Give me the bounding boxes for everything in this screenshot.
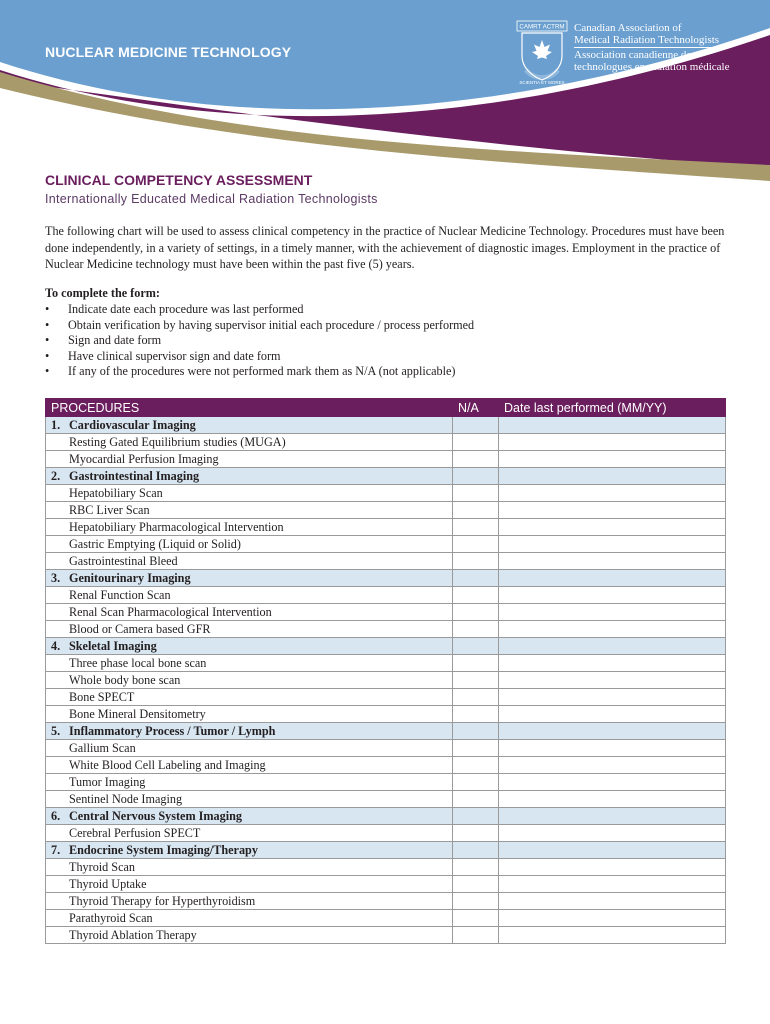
procedure-cell xyxy=(46,604,453,621)
maple-leaf-icon xyxy=(532,40,552,59)
instructions-list xyxy=(45,302,474,380)
date-cell[interactable] xyxy=(499,910,726,927)
date-cell[interactable] xyxy=(499,638,726,655)
program-title: NUCLEAR MEDICINE TECHNOLOGY xyxy=(45,44,292,60)
procedure-row xyxy=(46,740,726,757)
na-cell[interactable] xyxy=(453,842,499,859)
category-row xyxy=(46,417,726,434)
procedure-cell xyxy=(46,774,453,791)
procedure-cell xyxy=(46,893,453,910)
procedure-row xyxy=(46,519,726,536)
category-number: 5. xyxy=(51,724,61,738)
na-cell[interactable] xyxy=(453,757,499,774)
procedure-cell xyxy=(46,519,453,536)
logo-motto: SCIENTIA ET MORES xyxy=(519,80,565,85)
procedure-cell xyxy=(46,587,453,604)
camrt-crest-logo xyxy=(516,20,568,86)
procedure-row xyxy=(46,434,726,451)
procedure-cell xyxy=(46,825,453,842)
category-row xyxy=(46,723,726,740)
procedure-row xyxy=(46,502,726,519)
procedure-row xyxy=(46,451,726,468)
procedure-row xyxy=(46,536,726,553)
date-cell[interactable] xyxy=(499,808,726,825)
date-cell[interactable] xyxy=(499,706,726,723)
procedure-row xyxy=(46,910,726,927)
org-name-en-line1: Canadian Association of xyxy=(574,22,682,34)
procedure-label: Myocardial Perfusion Imaging xyxy=(69,452,219,466)
procedures-table xyxy=(45,398,726,944)
document-subtitle: Internationally Educated Medical Radiation Technologists xyxy=(45,192,378,206)
organization-name xyxy=(574,22,729,73)
category-number: 2. xyxy=(51,469,61,483)
org-name-fr-line1: Association canadienne des xyxy=(574,49,696,61)
procedure-row xyxy=(46,706,726,723)
procedure-label: Thyroid Therapy for Hyperthyroidism xyxy=(69,894,256,908)
na-cell[interactable] xyxy=(453,434,499,451)
procedure-cell xyxy=(46,672,453,689)
na-cell[interactable] xyxy=(453,689,499,706)
procedures-table-body xyxy=(46,417,726,944)
date-cell[interactable] xyxy=(499,927,726,944)
category-row xyxy=(46,638,726,655)
procedure-label: Sentinel Node Imaging xyxy=(69,792,183,806)
na-cell[interactable] xyxy=(453,536,499,553)
procedure-cell xyxy=(46,910,453,927)
procedure-label: Bone Mineral Densitometry xyxy=(69,707,206,721)
category-cell xyxy=(46,842,453,859)
date-cell[interactable] xyxy=(499,774,726,791)
date-cell[interactable] xyxy=(499,655,726,672)
procedure-label: Whole body bone scan xyxy=(69,673,181,687)
procedure-label: Blood or Camera based GFR xyxy=(69,622,211,636)
procedure-label: Gallium Scan xyxy=(69,741,136,755)
procedure-row xyxy=(46,553,726,570)
procedure-label: Hepatobiliary Pharmacological Intervention xyxy=(69,520,284,534)
na-cell[interactable] xyxy=(453,893,499,910)
date-cell[interactable] xyxy=(499,672,726,689)
date-cell[interactable] xyxy=(499,723,726,740)
procedure-row xyxy=(46,927,726,944)
procedure-row xyxy=(46,587,726,604)
procedures-column-header: PROCEDURES xyxy=(46,399,453,417)
date-cell[interactable] xyxy=(499,502,726,519)
na-cell[interactable] xyxy=(453,672,499,689)
na-cell[interactable] xyxy=(453,910,499,927)
na-cell[interactable] xyxy=(453,570,499,587)
procedure-cell xyxy=(46,434,453,451)
instruction-item: • Sign and date form xyxy=(45,333,474,349)
procedure-label: Gastric Emptying (Liquid or Solid) xyxy=(69,537,241,551)
procedure-cell xyxy=(46,706,453,723)
procedure-row xyxy=(46,791,726,808)
na-cell[interactable] xyxy=(453,791,499,808)
instructions-heading: To complete the form: xyxy=(45,286,160,300)
logo-acronym: CAMRT ACTRM xyxy=(519,23,565,31)
procedure-label: Resting Gated Equilibrium studies (MUGA) xyxy=(69,435,286,449)
na-cell[interactable] xyxy=(453,825,499,842)
na-cell[interactable] xyxy=(453,502,499,519)
date-cell[interactable] xyxy=(499,791,726,808)
procedure-cell xyxy=(46,876,453,893)
procedure-cell xyxy=(46,859,453,876)
procedure-row xyxy=(46,757,726,774)
procedure-cell xyxy=(46,485,453,502)
date-cell[interactable] xyxy=(499,842,726,859)
category-number: 6. xyxy=(51,809,61,823)
date-cell[interactable] xyxy=(499,468,726,485)
category-label: Inflammatory Process / Tumor / Lymph xyxy=(69,724,276,738)
na-column-header: N/A xyxy=(453,399,499,417)
intro-paragraph: The following chart will be used to assess clinical competency in the practice of Nuclear Medicine Technology. Procedures must have been done independently, in a variety of settings, in a timely manner, with the achievement of diagnostic images. Employment in the practice of Nuclear Medicine technology must have been within the past five (5) years. xyxy=(45,224,725,271)
na-cell[interactable] xyxy=(453,859,499,876)
na-cell[interactable] xyxy=(453,655,499,672)
na-cell[interactable] xyxy=(453,604,499,621)
na-cell[interactable] xyxy=(453,417,499,434)
date-cell[interactable] xyxy=(499,536,726,553)
procedure-row xyxy=(46,485,726,502)
date-cell[interactable] xyxy=(499,859,726,876)
na-cell[interactable] xyxy=(453,587,499,604)
procedure-row xyxy=(46,604,726,621)
procedure-label: Hepatobiliary Scan xyxy=(69,486,163,500)
procedure-cell xyxy=(46,536,453,553)
category-label: Endocrine System Imaging/Therapy xyxy=(69,843,258,857)
procedure-label: Bone SPECT xyxy=(69,690,135,704)
category-cell xyxy=(46,468,453,485)
category-row xyxy=(46,842,726,859)
na-cell[interactable] xyxy=(453,468,499,485)
date-cell[interactable] xyxy=(499,621,726,638)
procedure-label: Thyroid Uptake xyxy=(69,877,147,891)
procedure-label: Parathyroid Scan xyxy=(69,911,153,925)
org-name-en-line2: Medical Radiation Technologists xyxy=(574,34,720,46)
procedure-label: RBC Liver Scan xyxy=(69,503,150,517)
date-cell[interactable] xyxy=(499,417,726,434)
na-cell[interactable] xyxy=(453,485,499,502)
procedure-row xyxy=(46,621,726,638)
na-cell[interactable] xyxy=(453,876,499,893)
procedure-cell xyxy=(46,655,453,672)
procedure-cell xyxy=(46,689,453,706)
instruction-item: • Have clinical supervisor sign and date form xyxy=(45,349,474,365)
category-cell xyxy=(46,638,453,655)
procedure-label: Tumor Imaging xyxy=(69,775,146,789)
date-cell[interactable] xyxy=(499,757,726,774)
instruction-item: • Obtain verification by having supervisor initial each procedure / process performed xyxy=(45,318,474,334)
procedure-label: Gastrointestinal Bleed xyxy=(69,554,178,568)
category-label: Skeletal Imaging xyxy=(69,639,157,653)
procedure-label: White Blood Cell Labeling and Imaging xyxy=(69,758,266,772)
na-cell[interactable] xyxy=(453,706,499,723)
date-cell[interactable] xyxy=(499,587,726,604)
na-cell[interactable] xyxy=(453,927,499,944)
procedure-row xyxy=(46,774,726,791)
procedure-cell xyxy=(46,740,453,757)
procedure-label: Three phase local bone scan xyxy=(69,656,207,670)
category-label: Cardiovascular Imaging xyxy=(69,418,196,432)
procedure-cell xyxy=(46,927,453,944)
date-cell[interactable] xyxy=(499,451,726,468)
date-column-header: Date last performed (MM/YY) xyxy=(499,399,726,417)
category-number: 1. xyxy=(51,418,61,432)
na-cell[interactable] xyxy=(453,638,499,655)
procedure-row xyxy=(46,672,726,689)
date-cell[interactable] xyxy=(499,485,726,502)
procedure-row xyxy=(46,655,726,672)
category-row xyxy=(46,468,726,485)
category-cell xyxy=(46,723,453,740)
category-row xyxy=(46,808,726,825)
date-cell[interactable] xyxy=(499,570,726,587)
procedure-row xyxy=(46,689,726,706)
procedure-label: Renal Function Scan xyxy=(69,588,171,602)
na-cell[interactable] xyxy=(453,621,499,638)
procedure-cell xyxy=(46,621,453,638)
date-cell[interactable] xyxy=(499,519,726,536)
procedure-cell xyxy=(46,757,453,774)
procedure-label: Thyroid Ablation Therapy xyxy=(69,928,197,942)
date-cell[interactable] xyxy=(499,740,726,757)
category-cell xyxy=(46,808,453,825)
date-cell[interactable] xyxy=(499,893,726,910)
procedure-row xyxy=(46,893,726,910)
date-cell[interactable] xyxy=(499,553,726,570)
procedure-row xyxy=(46,859,726,876)
na-cell[interactable] xyxy=(453,553,499,570)
category-number: 4. xyxy=(51,639,61,653)
category-label: Gastrointestinal Imaging xyxy=(69,469,200,483)
na-cell[interactable] xyxy=(453,519,499,536)
procedure-row xyxy=(46,876,726,893)
date-cell[interactable] xyxy=(499,689,726,706)
date-cell[interactable] xyxy=(499,876,726,893)
category-cell xyxy=(46,417,453,434)
procedure-label: Thyroid Scan xyxy=(69,860,136,874)
procedure-label: Cerebral Perfusion SPECT xyxy=(69,826,201,840)
document-title: CLINICAL COMPETENCY ASSESSMENT xyxy=(45,172,313,188)
procedure-label: Renal Scan Pharmacological Intervention xyxy=(69,605,272,619)
org-name-fr-line2: technologues en radiation médicale xyxy=(574,61,730,73)
procedure-row xyxy=(46,825,726,842)
org-name-divider xyxy=(574,47,724,48)
instruction-item: • Indicate date each procedure was last performed xyxy=(45,302,474,318)
date-cell[interactable] xyxy=(499,604,726,621)
category-number: 7. xyxy=(51,843,61,857)
procedure-cell xyxy=(46,553,453,570)
table-header-row xyxy=(46,399,726,417)
na-cell[interactable] xyxy=(453,774,499,791)
na-cell[interactable] xyxy=(453,808,499,825)
category-number: 3. xyxy=(51,571,61,585)
category-label: Central Nervous System Imaging xyxy=(69,809,242,823)
procedure-cell xyxy=(46,502,453,519)
na-cell[interactable] xyxy=(453,740,499,757)
na-cell[interactable] xyxy=(453,451,499,468)
instruction-item: • If any of the procedures were not performed mark them as N/A (not applicable) xyxy=(45,364,474,380)
category-row xyxy=(46,570,726,587)
procedure-cell xyxy=(46,791,453,808)
date-cell[interactable] xyxy=(499,825,726,842)
category-label: Genitourinary Imaging xyxy=(69,571,191,585)
date-cell[interactable] xyxy=(499,434,726,451)
procedure-cell xyxy=(46,451,453,468)
na-cell[interactable] xyxy=(453,723,499,740)
category-cell xyxy=(46,570,453,587)
